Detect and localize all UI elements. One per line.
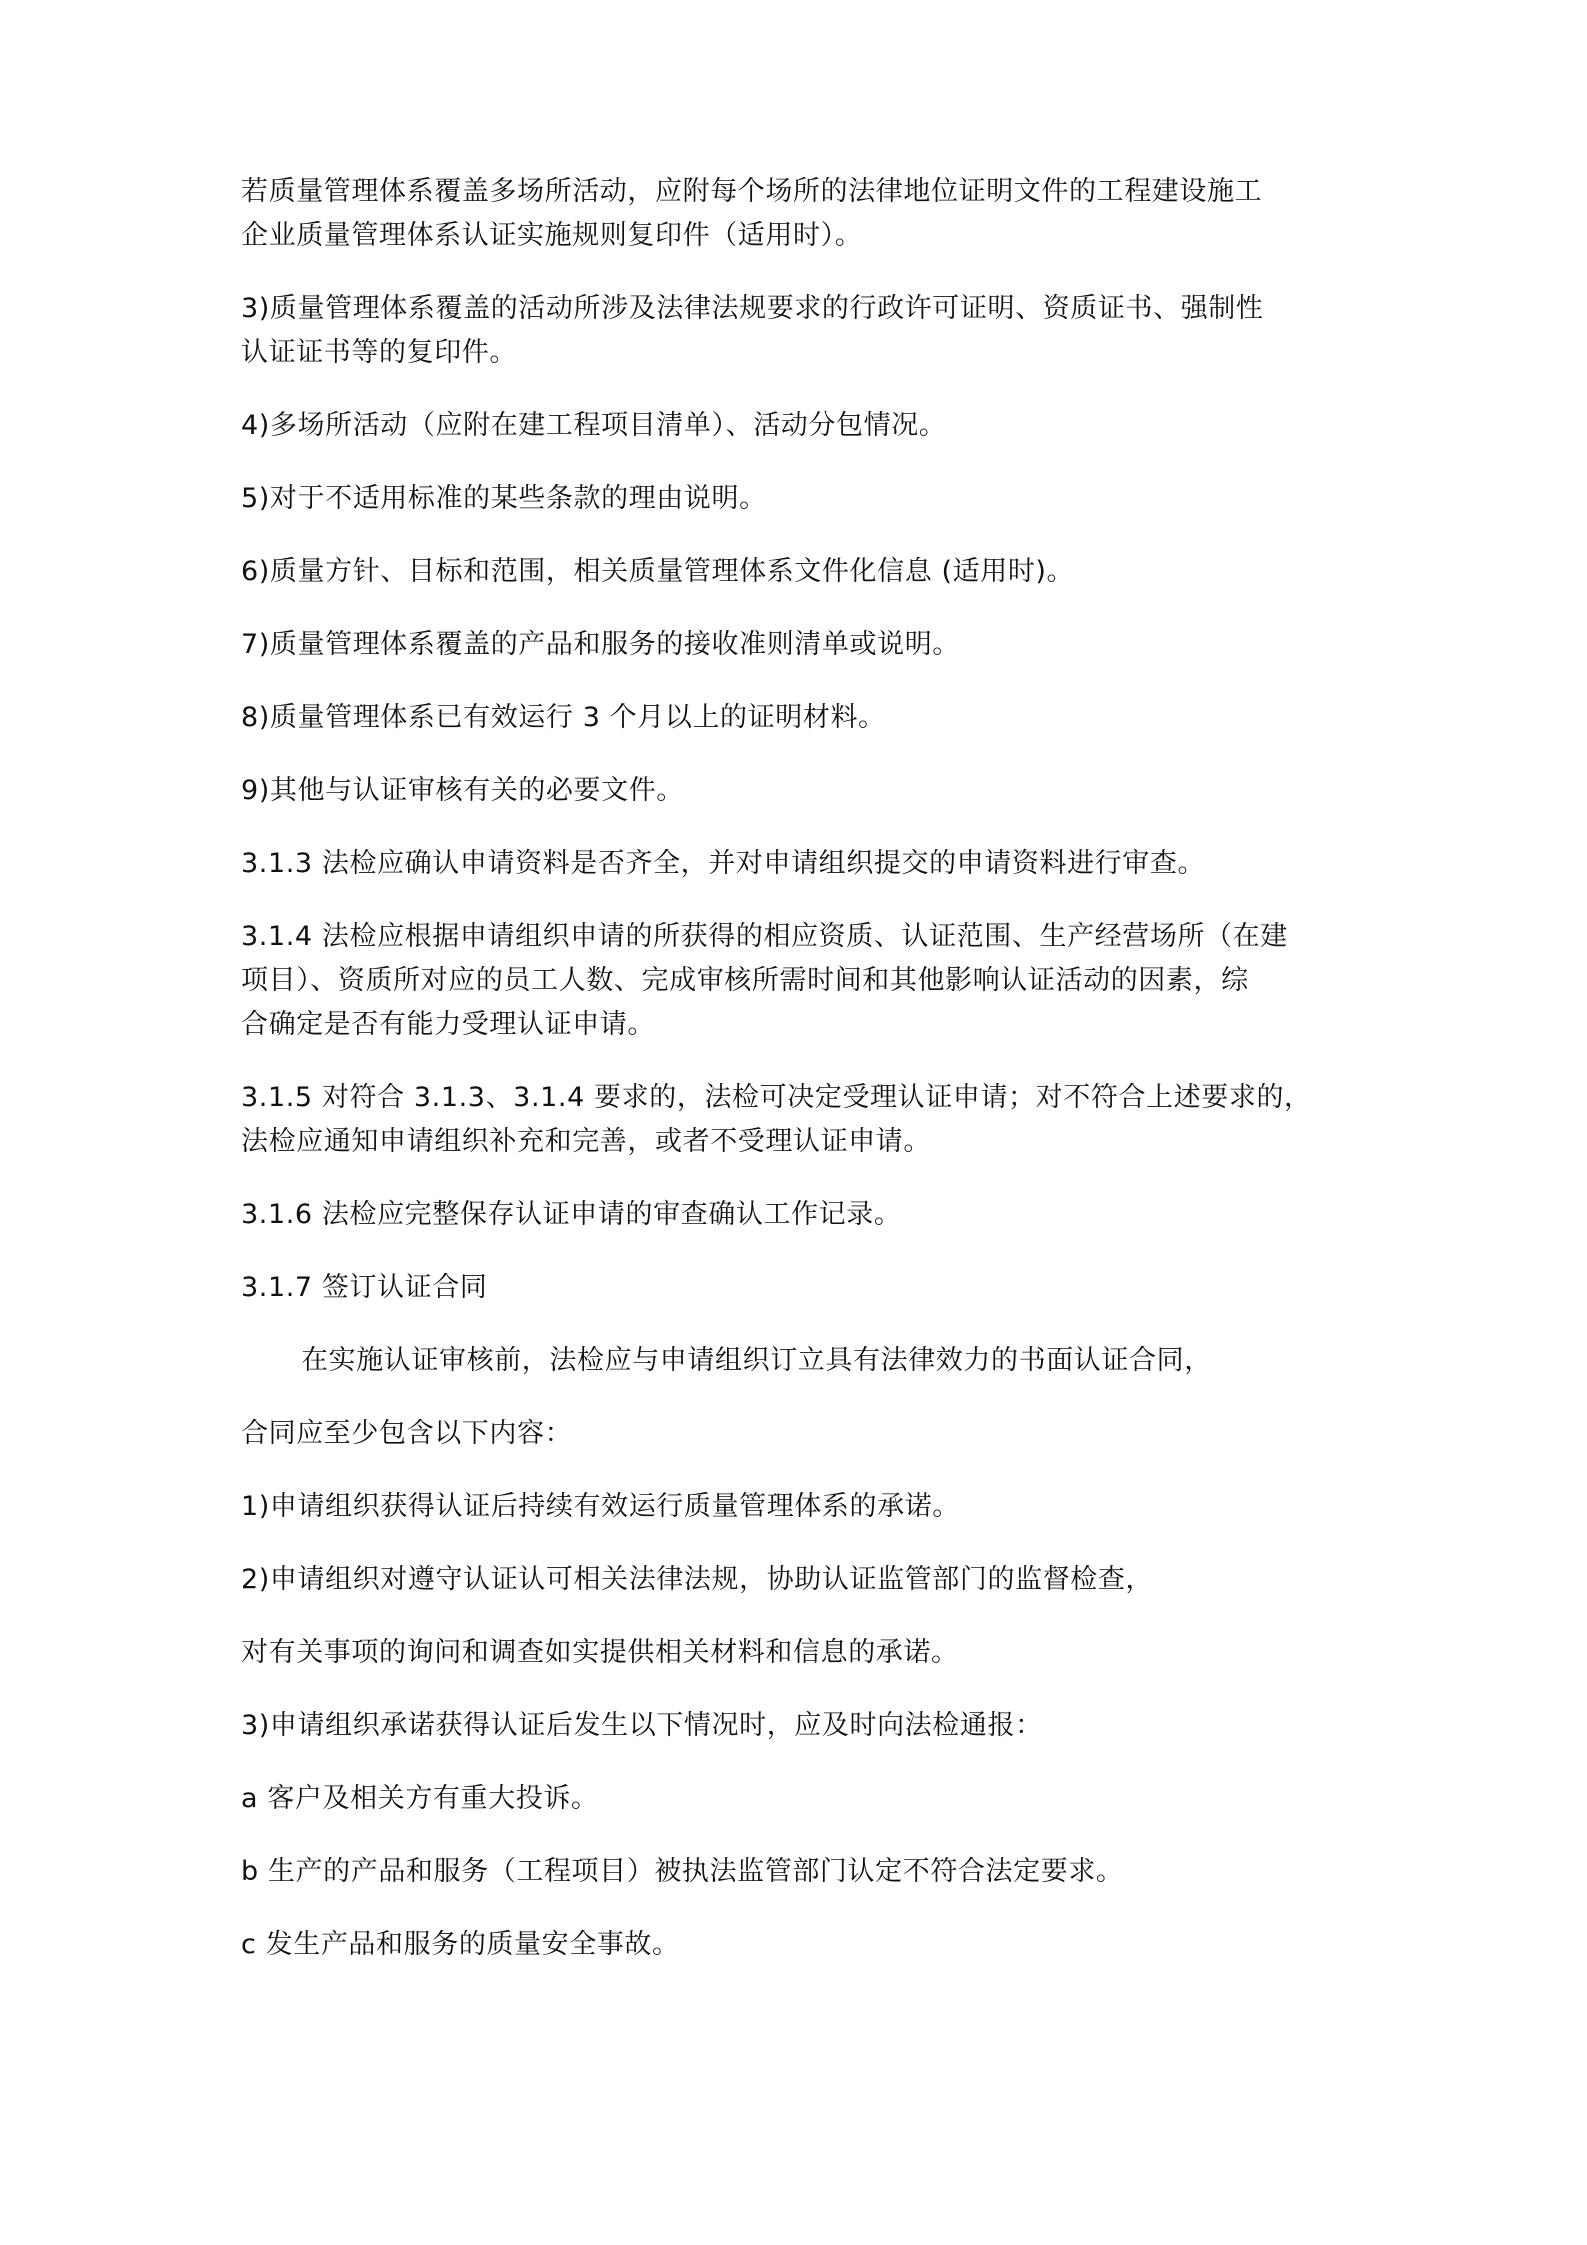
list-item-6: 6)质量方针、目标和范围，相关质量管理体系文件化信息 (适用时)。 xyxy=(241,556,1075,587)
contract-item-1: 1)申请组织获得认证后持续有效运行质量管理体系的承诺。 xyxy=(241,1491,960,1522)
list-item-5: 5)对于不适用标准的某些条款的理由说明。 xyxy=(241,483,767,514)
contract-intro-continued: 合同应至少包含以下内容： xyxy=(241,1418,573,1449)
list-item-9: 9)其他与认证审核有关的必要文件。 xyxy=(241,775,684,806)
contract-intro: 在实施认证审核前，法检应与申请组织订立具有法律效力的书面认证合同， xyxy=(301,1345,1212,1376)
clause-3-1-5-line: 法检应通知申请组织补充和完善，或者不受理认证申请。 xyxy=(241,1126,931,1157)
paragraph-line: 企业质量管理体系认证实施规则复印件（适用时）。 xyxy=(241,220,863,251)
clause-3-1-4-line: 合确定是否有能力受理认证申请。 xyxy=(241,1009,655,1040)
sub-item-b: b 生产的产品和服务（工程项目）被执法监管部门认定不符合法定要求。 xyxy=(241,1856,1124,1887)
paragraph-line: 若质量管理体系覆盖多场所活动，应附每个场所的法律地位证明文件的工程建设施工 xyxy=(241,176,1263,207)
clause-3-1-4-line: 项目）、资质所对应的员工人数、完成审核所需时间和其他影响认证活动的因素，综 xyxy=(241,965,1249,996)
clause-3-1-7-heading: 3.1.7 签订认证合同 xyxy=(241,1272,488,1303)
clause-3-1-3: 3.1.3 法检应确认申请资料是否齐全，并对申请组织提交的申请资料进行审查。 xyxy=(241,848,1206,879)
list-item-3-line: 3)质量管理体系覆盖的活动所涉及法律法规要求的行政许可证明、资质证书、强制性 xyxy=(241,293,1264,324)
contract-item-3: 3)申请组织承诺获得认证后发生以下情况时，应及时向法检通报： xyxy=(241,1710,1043,1741)
list-item-8: 8)质量管理体系已有效运行 3 个月以上的证明材料。 xyxy=(241,702,886,733)
contract-item-2-continued: 对有关事项的询问和调查如实提供相关材料和信息的承诺。 xyxy=(241,1637,959,1668)
sub-item-a: a 客户及相关方有重大投诉。 xyxy=(241,1783,599,1814)
contract-item-2: 2)申请组织对遵守认证认可相关法律法规，协助认证监管部门的监督检查， xyxy=(241,1564,1154,1595)
clause-3-1-5-line: 3.1.5 对符合 3.1.3、3.1.4 要求的，法检可决定受理认证申请；对不符合上述要求的， xyxy=(241,1082,1312,1113)
list-item-4: 4)多场所活动（应附在建工程项目清单）、活动分包情况。 xyxy=(241,410,947,441)
sub-item-c: c 发生产品和服务的质量安全事故。 xyxy=(241,1929,680,1960)
list-item-3-line: 认证证书等的复印件。 xyxy=(241,337,517,368)
clause-3-1-6: 3.1.6 法检应完整保存认证申请的审查确认工作记录。 xyxy=(241,1199,902,1230)
clause-3-1-4-line: 3.1.4 法检应根据申请组织申请的所获得的相应资质、认证范围、生产经营场所（在建 xyxy=(241,921,1288,952)
list-item-7: 7)质量管理体系覆盖的产品和服务的接收准则清单或说明。 xyxy=(241,629,960,660)
